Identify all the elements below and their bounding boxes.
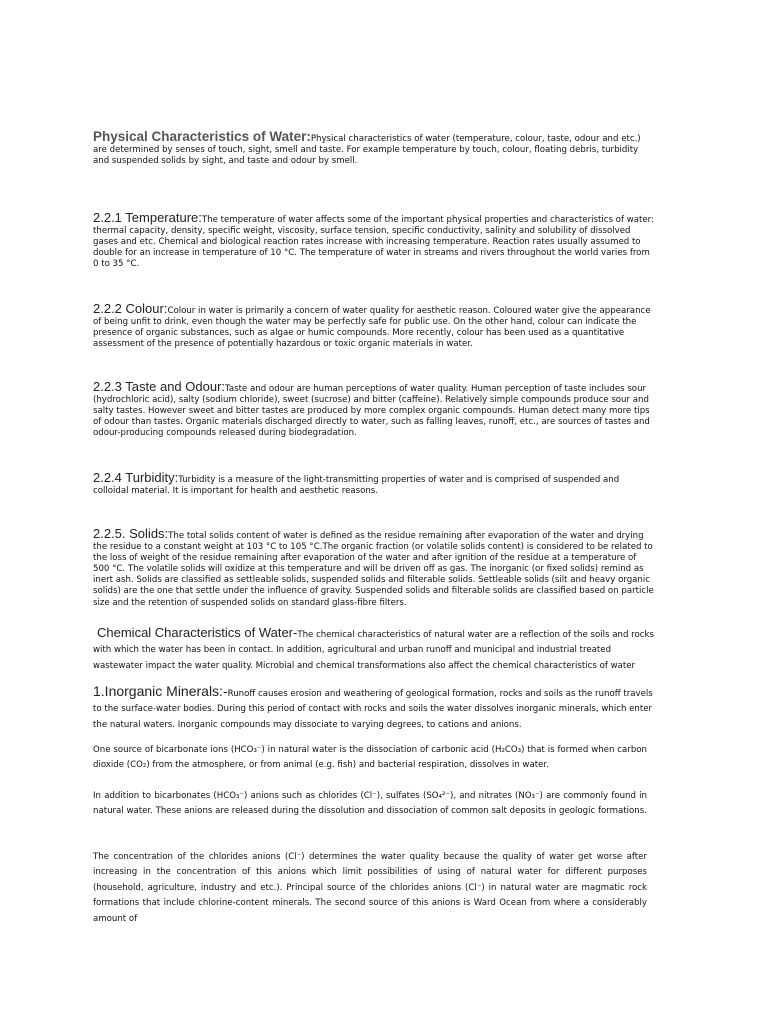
section-heading: Chemical Characteristics of Water- [97, 625, 298, 640]
section-heading: Physical Characteristics of Water: [93, 129, 311, 144]
section-text: Physical characteristics of water (temperature, colour, taste, odour and etc.) are determined by senses of touch, sight, smell and taste. For example temperature by touch, colour, floating debris, turbidity and suspended solids by sight, and taste and odour by smell. [93, 134, 641, 167]
section-heading: 2.2.5. Solids: [93, 526, 169, 541]
section-solids [93, 528, 655, 609]
section-heading: 2.2.1 Temperature: [93, 210, 202, 225]
section-text: Colour in water is primarily a concern of water quality for aesthetic reason. Coloured water give the appearance of being unfit to drink, even though the water may be perfectly safe for public use. On the other hand, colour can indicate the presence of organic substances, such as algae or humic compounds. More recently, colour has been used as a quantitative assessment of the presence of potentially hazardous or toxic organic materials in water. [93, 306, 651, 350]
section-turbidity [93, 472, 655, 497]
section-temperature [93, 212, 655, 270]
section-text: Runoff causes erosion and weathering of geological formation, rocks and soils as the runoff travels to the surface-water bodies. During this period of contact with rocks and soils the water dissolves inorganic minerals, which enter the natural waters. Inorganic compounds may dissociate to varying degrees, to cations and anions. [93, 689, 653, 730]
paragraph-bicarbonate: One source of bicarbonate ions (HCO₃⁻) in natural water is the dissociation of carbonic acid (H₂CO₃) that is formed when carbon dioxide (CO₂) from the atmosphere, or from animal (e.g. fish) and bacterial respiration, dissolves in water. [93, 745, 647, 771]
section-inorganic [93, 683, 655, 733]
section-text: The total solids content of water is defined as the residue remaining after evaporation of the water and drying the residue to a constant weight at 103 °C to 105 °C.The organic fraction (or volatile solids content) is considered to be related to the loss of weight of the residue remaining after evaporation of the water and after ignition of the residue at a temperature of 500 °C. The volatile solids will oxidize at this temperature and will be driven off as gas. The inorganic (or fixed solids) remind as inert ash. Solids are classified as settleable solids, suspended solids and filterable solids. Settleable solids (silt and heavy organic solids) are the one that settle under the influence of gravity. Suspended solids and filterable solids are classified based on particle size and the retention of suspended solids on standard glass-fibre filters. [93, 531, 654, 608]
section-heading: 1.Inorganic Minerals:- [93, 683, 228, 699]
paragraph-anions: In addition to bicarbonates (HCO₃⁻) anions such as chlorides (Cl⁻), sulfates (SO₄²⁻), and nitrates (NO₃⁻) are commonly found in natural water. These anions are released during the dissolution and dissociation of common salt deposits in geologic formations. [93, 791, 647, 817]
section-chemical [93, 627, 655, 674]
section-colour [93, 303, 655, 350]
section-taste-odour [93, 381, 655, 439]
section-heading: 2.2.3 Taste and Odour: [93, 379, 226, 394]
paragraph-chlorides: The concentration of the chlorides anions (Cl⁻) determines the water quality because the quality of water get worse after increasing in the concentration of this anions which limit possibilities of using of natural water for different purposes (household, agriculture, industry and etc.). Principal source of the chlorides anions (Cl⁻) in natural water are magmatic rock formations that include chlorine-content minerals. The second source of this anions is Ward Ocean from where a considerably amount of [93, 852, 647, 924]
section-heading: 2.2.2 Colour: [93, 301, 168, 316]
section-heading: 2.2.4 Turbidity: [93, 470, 179, 485]
section-text: The temperature of water affects some of the important physical properties and characteristics of water: thermal capacity, density, specific weight, viscosity, surface tension, specific conductivity, salinity and solubility of dissolved gases and etc. Chemical and biological reaction rates increase with increasing temperature. Reaction rates usually assumed to double for an increase in temperature of 10 °C. The temperature of water in streams and rivers throughout the world varies from 0 to 35 °C. [93, 215, 654, 270]
section-text: Turbidity is a measure of the light-transmitting properties of water and is comprised of suspended and colloidal material. It is important for health and aesthetic reasons. [93, 475, 620, 497]
section-text: Taste and odour are human perceptions of water quality. Human perception of taste includes sour (hydrochloric acid), salty (sodium chloride), sweet (sucrose) and bitter (caffeine). Relatively simple compounds produce sour and salty tastes. However sweet and bitter tastes are produced by more complex organic compounds. Human detect many more tips of odour than tastes. Organic materials discharged directly to water, such as falling leaves, runoff, etc., are sources of tastes and odour-producing compounds released during biodegradation. [93, 384, 650, 439]
section-physical [93, 131, 655, 167]
section-text: The chemical characteristics of natural water are a reflection of the soils and rocks with which the water has been in contact. In addition, agricultural and urban runoff and municipal and industrial treated wastewater impact the water quality. Microbial and chemical transformations also affect the chemical characteristics of water [93, 630, 654, 671]
